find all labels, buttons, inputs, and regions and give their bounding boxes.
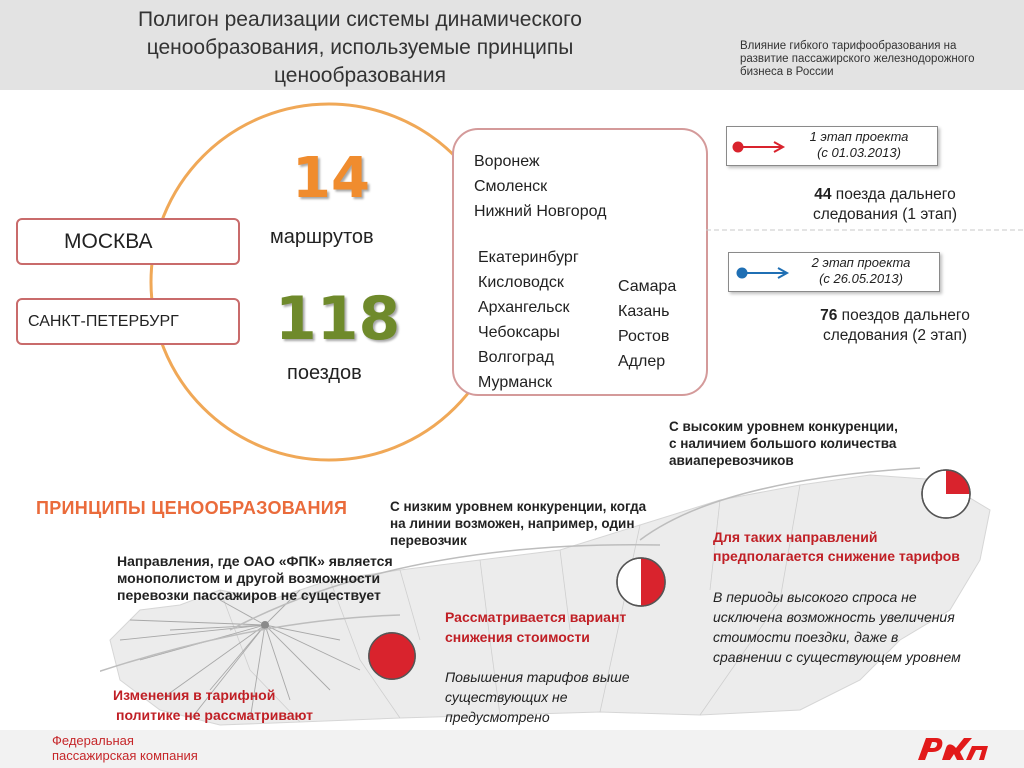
result-line: снижения стоимости xyxy=(445,629,590,645)
stage-separator xyxy=(706,228,1024,232)
destination-cities-box xyxy=(452,128,708,396)
result-line: Для таких направлений xyxy=(713,529,878,545)
stage-2-title: 2 этап проекта xyxy=(811,255,911,270)
stage-1-note-line: следования (1 этап) xyxy=(812,206,958,223)
page-subtitle xyxy=(740,40,1010,79)
low-competition-pie-fill xyxy=(641,558,665,606)
city-name: Смоленск xyxy=(474,178,548,195)
stage-1-title: 1 этап проекта xyxy=(809,129,909,144)
result-line: предполагается снижение тарифов xyxy=(713,548,960,564)
note-line: существующих не xyxy=(445,689,568,705)
stage-2-note-text: поездов дальнего xyxy=(837,307,970,324)
monopoly-result xyxy=(113,685,353,725)
low-competition-pie-icon xyxy=(614,555,668,609)
low-competition-result xyxy=(445,607,685,647)
routes-count: 14 xyxy=(292,146,370,211)
city-name: Чебоксары xyxy=(478,324,560,341)
high-competition-pie-icon xyxy=(919,467,973,521)
company-name xyxy=(52,733,198,763)
result-line: политике не рассматривают xyxy=(116,707,313,723)
stage-1-arrow-icon xyxy=(731,139,791,155)
label-line: на линии возможен, например, один xyxy=(390,516,635,531)
subtitle-line: бизнеса в России xyxy=(740,66,834,78)
result-line: Рассматривается вариант xyxy=(445,609,627,625)
title-line: ценообразования xyxy=(274,64,446,87)
moscow-node xyxy=(261,621,269,629)
hub-spb xyxy=(16,298,240,345)
title-line: Полигон реализации системы динамического xyxy=(138,8,582,31)
high-competition-label xyxy=(669,418,949,469)
result-line: Изменения в тарифной xyxy=(113,687,276,703)
stage-1-note-text: поезда дальнего xyxy=(831,186,956,203)
high-competition-note xyxy=(713,587,1013,667)
stage-1-train-count: 44 xyxy=(814,186,832,203)
city-name: Волгоград xyxy=(478,349,554,366)
stage-1-date: (с 01.03.2013) xyxy=(817,145,901,160)
note-line: сравнении с существующем уровнем xyxy=(713,649,961,665)
stage-2-note xyxy=(790,306,1000,346)
city-name: Самара xyxy=(618,278,677,295)
rzd-logo-icon xyxy=(912,732,992,764)
city-name: Ростов xyxy=(618,328,670,345)
city-name: Воронеж xyxy=(474,153,540,170)
stage-2-note-line xyxy=(790,306,1000,326)
city-name: Нижний Новгород xyxy=(474,203,607,220)
routes-label: маршрутов xyxy=(270,226,374,248)
company-name-line: пассажирская компания xyxy=(52,748,198,763)
label-line: С низким уровнем конкуренции, когда xyxy=(390,499,647,514)
page-title xyxy=(70,6,650,90)
title-line: ценообразования, используемые принципы xyxy=(146,36,574,59)
subtitle-line: Влияние гибкого тарифообразования на xyxy=(740,40,957,52)
rzd-logo-text: РЖД xyxy=(952,762,957,764)
trains-count: 118 xyxy=(275,284,401,354)
city-name: Екатеринбург xyxy=(478,249,579,266)
stage-2-note-line: следования (2 этап) xyxy=(822,327,968,344)
stage-1-box xyxy=(726,126,938,166)
label-line: Направления, где ОАО «ФПК» является xyxy=(117,553,393,569)
principles-heading: ПРИНЦИПЫ ЦЕНООБРАЗОВАНИЯ xyxy=(36,498,348,518)
label-line: С высоким уровнем конкуренции, xyxy=(669,419,898,434)
note-line: стоимости поездки, даже в xyxy=(713,629,899,645)
stage-1-text xyxy=(789,129,929,161)
city-name: Адлер xyxy=(618,353,666,370)
monopoly-label xyxy=(117,553,417,604)
stage-2-date: (с 26.05.2013) xyxy=(819,271,903,286)
high-competition-result xyxy=(713,528,1003,566)
label-line: перевозчик xyxy=(390,533,467,548)
city-name: Кисловодск xyxy=(478,274,564,291)
low-competition-note xyxy=(445,667,685,727)
note-line: исключена возможность увеличения xyxy=(713,609,955,625)
hub-moscow-label: МОСКВА xyxy=(64,230,153,253)
low-competition-label xyxy=(390,498,690,549)
stage-2-arrow-icon xyxy=(733,265,793,281)
label-line: авиаперевозчиков xyxy=(669,453,794,468)
stage-2-train-count: 76 xyxy=(820,307,838,324)
stage-1-note-line xyxy=(780,185,990,205)
label-line: монополистом и другой возможности xyxy=(117,570,381,586)
subtitle-line: развитие пассажирского железнодорожного xyxy=(740,53,975,65)
note-line: В периоды высокого спроса не xyxy=(713,589,917,605)
monopoly-pie-icon xyxy=(366,630,418,682)
note-line: предусмотрено xyxy=(445,709,550,725)
trains-label: поездов xyxy=(287,362,362,384)
city-name: Архангельск xyxy=(478,299,570,316)
stage-2-box xyxy=(728,252,940,292)
hub-spb-label: САНКТ-ПЕТЕРБУРГ xyxy=(28,313,179,330)
company-name-line: Федеральная xyxy=(52,733,134,748)
hub-moscow xyxy=(16,218,240,265)
city-name: Казань xyxy=(618,303,670,320)
note-line: Повышения тарифов выше xyxy=(445,669,630,685)
stage-1-note xyxy=(780,185,990,225)
stage-2-text xyxy=(791,255,931,287)
label-line: с наличием большого количества xyxy=(669,436,897,451)
label-line: перевозки пассажиров не существует xyxy=(117,587,381,603)
city-name: Мурманск xyxy=(478,374,552,391)
